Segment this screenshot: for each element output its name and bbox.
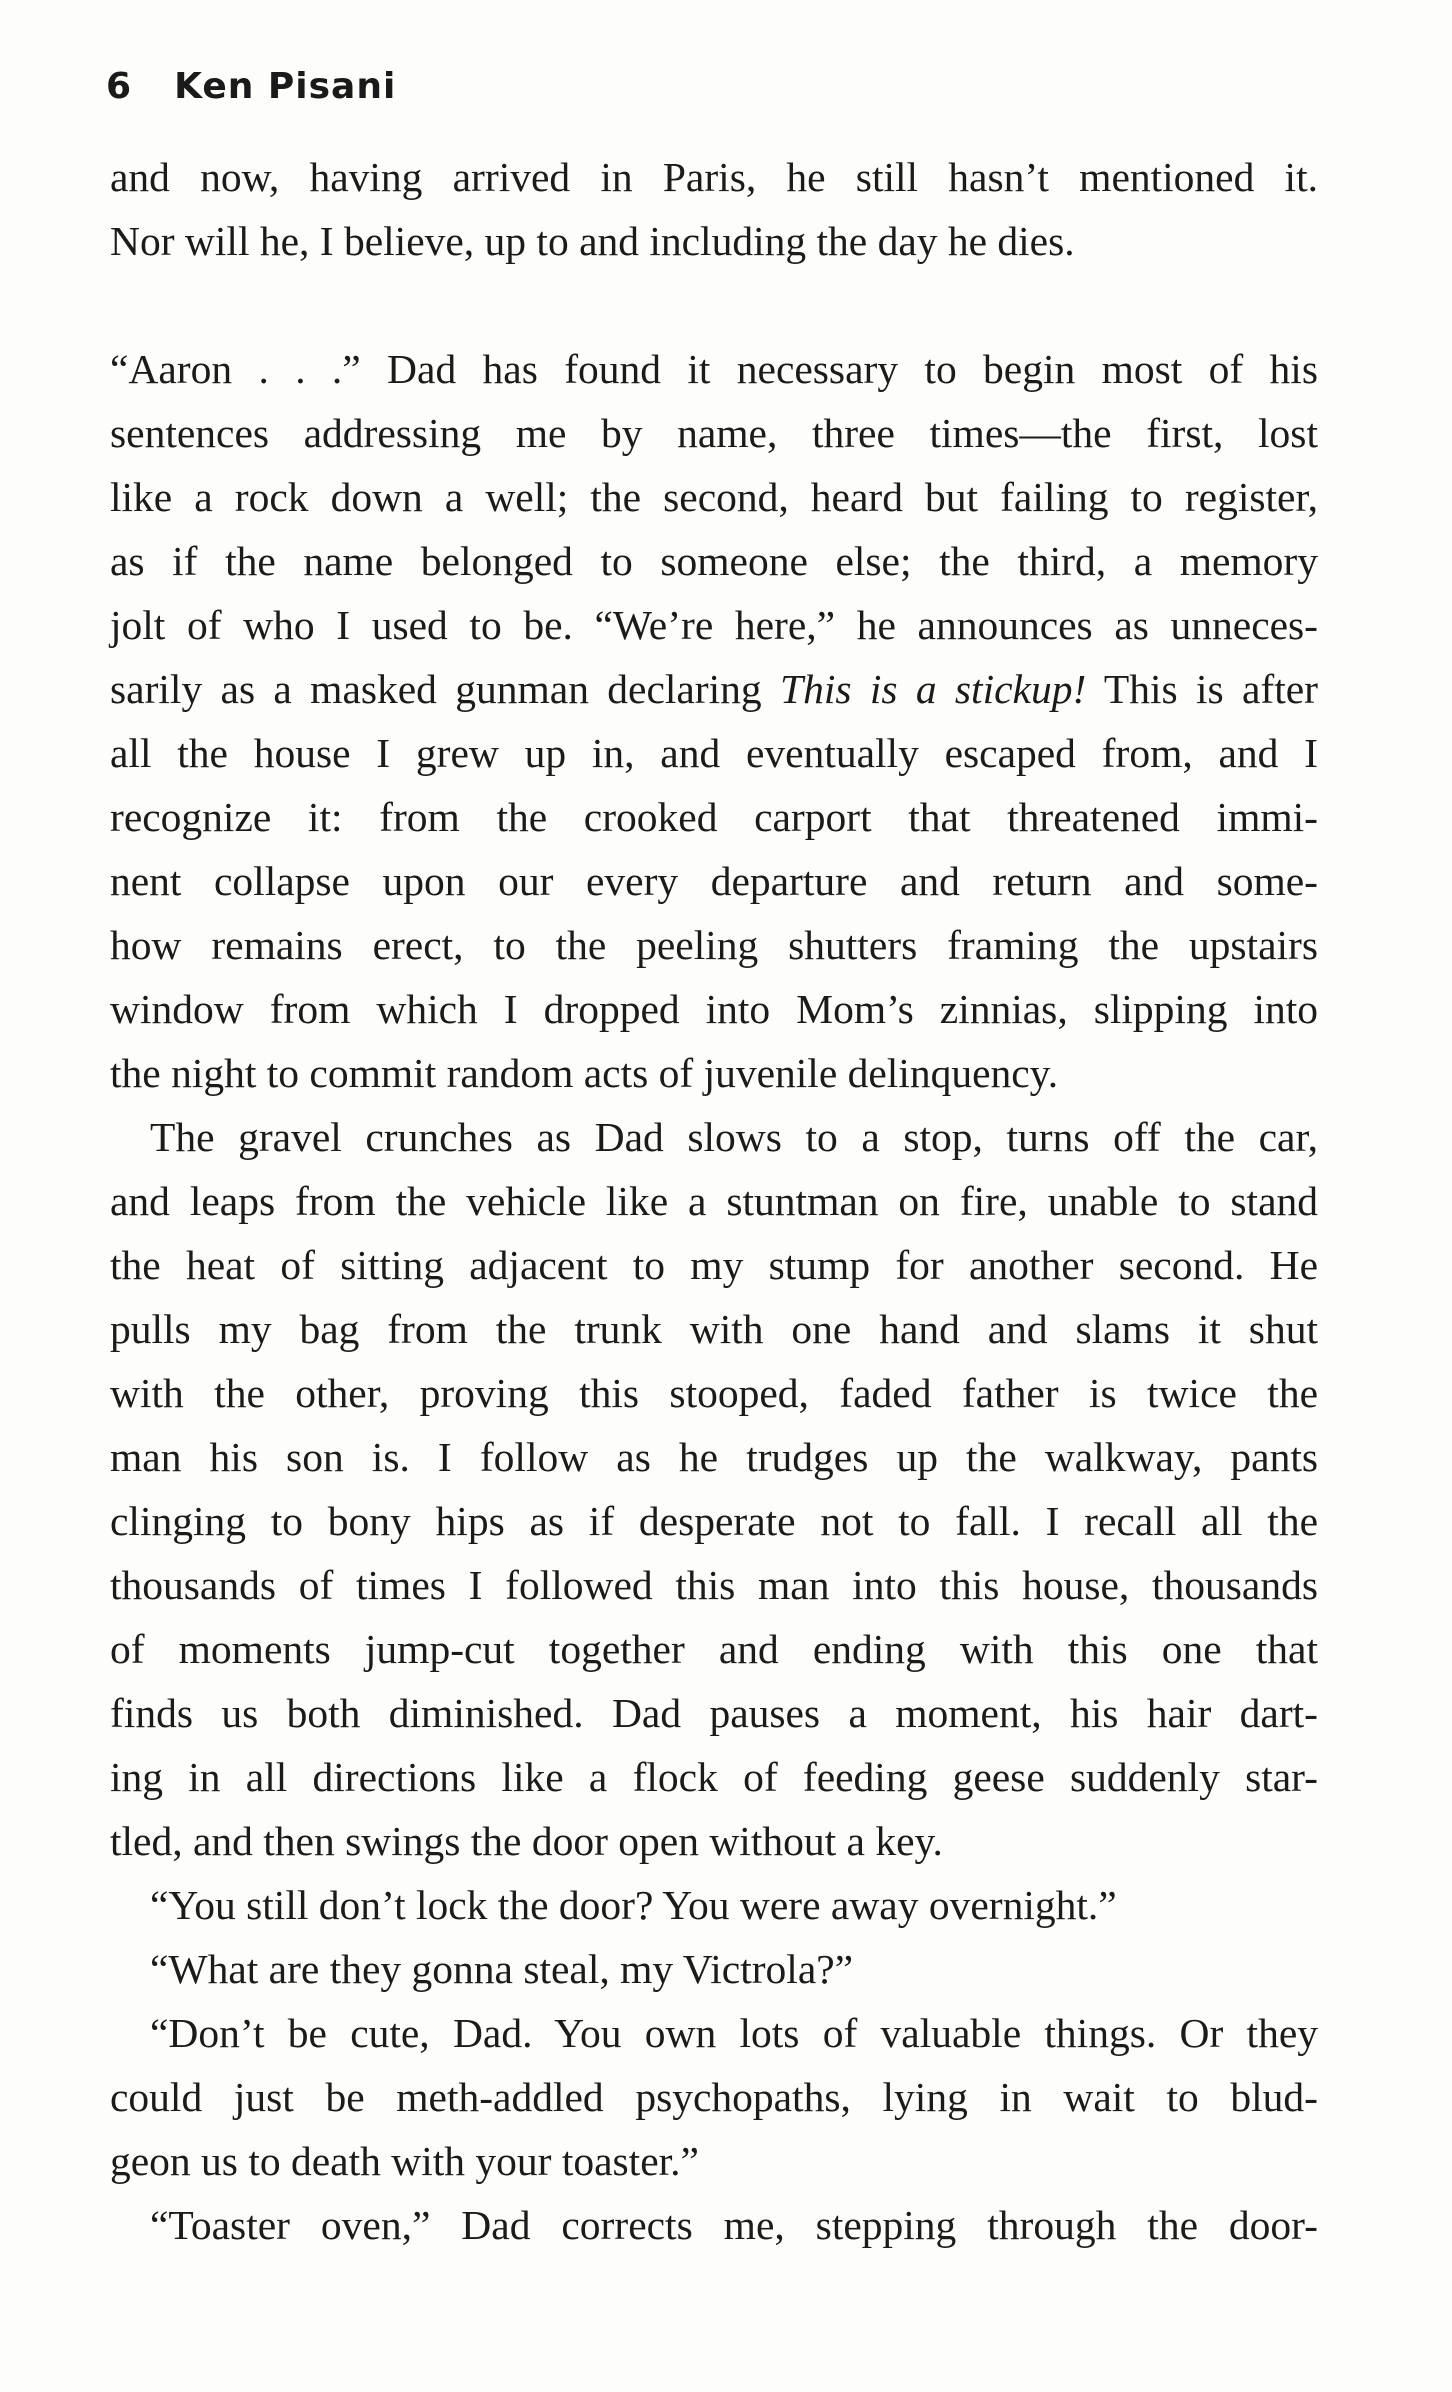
text-line: thousands of times I followed this man into this house, thousands — [110, 1562, 1318, 1608]
text-segment: sarily as a masked gunman declaring — [110, 666, 762, 712]
text-line: recognize it: from the crooked carport that threatened immi- — [110, 794, 1318, 840]
text-line: finds us both diminished. Dad pauses a moment, his hair dart- — [110, 1690, 1318, 1736]
text-line: how remains erect, to the peeling shutters framing the upstairs — [110, 922, 1318, 968]
text-line: like a rock down a well; the second, heard but failing to register, — [110, 474, 1318, 520]
running-head — [106, 66, 396, 107]
text-line: geon us to death with your toaster.” — [110, 2138, 699, 2184]
text-line: ing in all directions like a flock of feeding geese suddenly star- — [110, 1754, 1318, 1800]
text-line: jolt of who I used to be. “We’re here,” he announces as unneces- — [110, 602, 1318, 648]
text-line: window from which I dropped into Mom’s zinnias, slipping into — [110, 986, 1318, 1032]
text-line: sentences addressing me by name, three times—the first, lost — [110, 410, 1318, 456]
section-break — [110, 273, 1318, 337]
text-line: “Aaron . . .” Dad has found it necessary to begin most of his — [110, 346, 1318, 392]
text-line-with-italic — [110, 657, 1318, 721]
text-line: the night to commit random acts of juvenile delinquency. — [110, 1050, 1059, 1096]
text-line: and now, having arrived in Paris, he still hasn’t mentioned it. — [110, 154, 1318, 200]
italic-phrase: This is a stickup! — [780, 666, 1087, 712]
text-line: “You still don’t lock the door? You were away overnight.” — [150, 1882, 1117, 1928]
text-line: pulls my bag from the trunk with one hand and slams it shut — [110, 1306, 1318, 1352]
text-line: Nor will he, I believe, up to and including the day he dies. — [110, 218, 1075, 264]
text-line: with the other, proving this stooped, faded father is twice the — [110, 1370, 1318, 1416]
text-line: man his son is. I follow as he trudges up the walkway, pants — [110, 1434, 1318, 1480]
text-line: could just be meth-addled psychopaths, lying in wait to blud- — [110, 2074, 1318, 2120]
body-text — [110, 145, 1318, 2257]
text-line: and leaps from the vehicle like a stuntman on fire, unable to stand — [110, 1178, 1318, 1224]
text-line: as if the name belonged to someone else; the third, a memory — [110, 538, 1318, 584]
text-line: of moments jump-cut together and ending with this one that — [110, 1626, 1318, 1672]
author-name: Ken Pisani — [174, 66, 397, 107]
text-line: “What are they gonna steal, my Victrola?” — [150, 1946, 854, 1992]
text-line: The gravel crunches as Dad slows to a stop, turns off the car, — [150, 1114, 1318, 1160]
text-line: the heat of sitting adjacent to my stump for another second. He — [110, 1242, 1318, 1288]
text-line: nent collapse upon our every departure and return and some- — [110, 858, 1318, 904]
text-segment: This is after — [1103, 666, 1318, 712]
text-line: all the house I grew up in, and eventually escaped from, and I — [110, 730, 1318, 776]
text-line: clinging to bony hips as if desperate not to fall. I recall all the — [110, 1498, 1318, 1544]
text-line: tled, and then swings the door open without a key. — [110, 1818, 943, 1864]
text-line: “Toaster oven,” Dad corrects me, stepping through the door- — [150, 2202, 1318, 2248]
page-number: 6 — [106, 66, 133, 107]
text-line: “Don’t be cute, Dad. You own lots of valuable things. Or they — [150, 2010, 1318, 2056]
